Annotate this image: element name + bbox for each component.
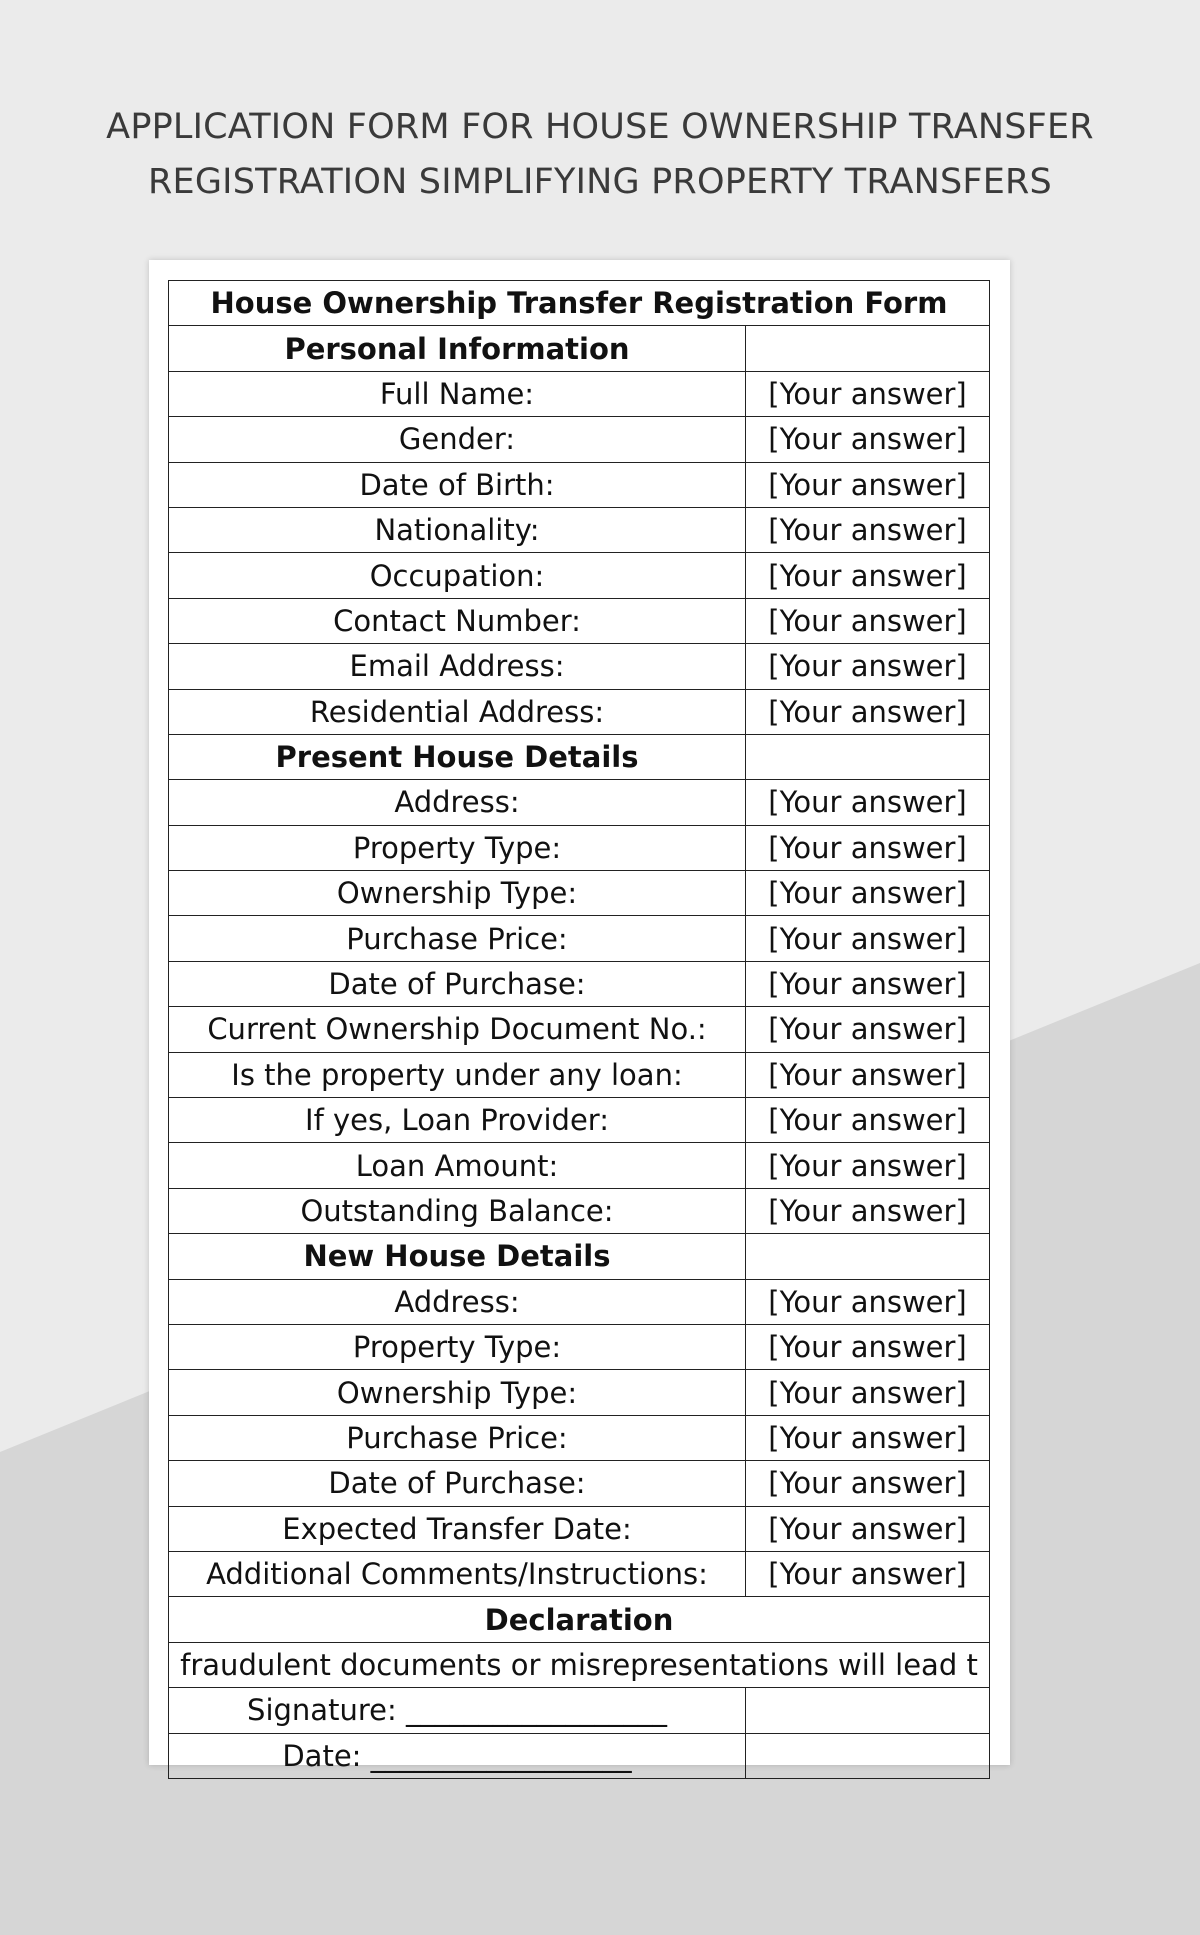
field-label-loan-provider: If yes, Loan Provider: bbox=[169, 1098, 746, 1143]
field-label-ownership-document-no: Current Ownership Document No.: bbox=[169, 1007, 746, 1052]
page-title bbox=[0, 100, 1200, 210]
answer-new-ownership-type[interactable]: [Your answer] bbox=[746, 1370, 990, 1415]
answer-expected-transfer-date[interactable]: [Your answer] bbox=[746, 1506, 990, 1551]
answer-gender[interactable]: [Your answer] bbox=[746, 417, 990, 462]
field-label-email-address: Email Address: bbox=[169, 644, 746, 689]
empty-cell bbox=[746, 734, 990, 779]
field-label-additional-comments: Additional Comments/Instructions: bbox=[169, 1551, 746, 1596]
answer-full-name[interactable]: [Your answer] bbox=[746, 371, 990, 416]
date-line[interactable]: Date: __________________ bbox=[169, 1733, 746, 1778]
answer-outstanding-balance[interactable]: [Your answer] bbox=[746, 1188, 990, 1233]
answer-new-purchase-price[interactable]: [Your answer] bbox=[746, 1415, 990, 1460]
field-label-new-ownership-type: Ownership Type: bbox=[169, 1370, 746, 1415]
page-title-line-1: APPLICATION FORM FOR HOUSE OWNERSHIP TRANSFER bbox=[106, 107, 1094, 147]
field-label-present-property-type: Property Type: bbox=[169, 825, 746, 870]
field-label-present-address: Address: bbox=[169, 780, 746, 825]
table-row bbox=[169, 507, 990, 552]
section-heading-new-house: New House Details bbox=[169, 1234, 746, 1279]
declaration-text: fraudulent documents or misrepresentations will lead t bbox=[169, 1642, 990, 1687]
table-row bbox=[169, 1415, 990, 1460]
section-header-row bbox=[169, 1597, 990, 1642]
form-title: House Ownership Transfer Registration Form bbox=[169, 281, 990, 326]
table-row bbox=[169, 1098, 990, 1143]
answer-ownership-document-no[interactable]: [Your answer] bbox=[746, 1007, 990, 1052]
field-label-expected-transfer-date: Expected Transfer Date: bbox=[169, 1506, 746, 1551]
page-title-line-2: REGISTRATION SIMPLIFYING PROPERTY TRANSFERS bbox=[148, 162, 1052, 202]
field-label-residential-address: Residential Address: bbox=[169, 689, 746, 734]
answer-loan-amount[interactable]: [Your answer] bbox=[746, 1143, 990, 1188]
field-label-date-of-birth: Date of Birth: bbox=[169, 462, 746, 507]
answer-new-property-type[interactable]: [Your answer] bbox=[746, 1324, 990, 1369]
empty-cell bbox=[746, 1733, 990, 1778]
table-row bbox=[169, 1370, 990, 1415]
table-row bbox=[169, 1551, 990, 1596]
field-label-new-purchase-price: Purchase Price: bbox=[169, 1415, 746, 1460]
field-label-under-loan: Is the property under any loan: bbox=[169, 1052, 746, 1097]
signature-line[interactable]: Signature: __________________ bbox=[169, 1688, 746, 1733]
answer-nationality[interactable]: [Your answer] bbox=[746, 507, 990, 552]
field-label-new-property-type: Property Type: bbox=[169, 1324, 746, 1369]
table-row bbox=[169, 644, 990, 689]
section-header-row bbox=[169, 734, 990, 779]
section-heading-personal: Personal Information bbox=[169, 326, 746, 371]
answer-present-date-of-purchase[interactable]: [Your answer] bbox=[746, 961, 990, 1006]
field-label-present-ownership-type: Ownership Type: bbox=[169, 871, 746, 916]
empty-cell bbox=[746, 1234, 990, 1279]
table-row bbox=[169, 1688, 990, 1733]
field-label-outstanding-balance: Outstanding Balance: bbox=[169, 1188, 746, 1233]
answer-email-address[interactable]: [Your answer] bbox=[746, 644, 990, 689]
answer-additional-comments[interactable]: [Your answer] bbox=[746, 1551, 990, 1596]
field-label-gender: Gender: bbox=[169, 417, 746, 462]
table-row bbox=[169, 462, 990, 507]
answer-under-loan[interactable]: [Your answer] bbox=[746, 1052, 990, 1097]
answer-new-date-of-purchase[interactable]: [Your answer] bbox=[746, 1461, 990, 1506]
section-header-row bbox=[169, 326, 990, 371]
field-label-nationality: Nationality: bbox=[169, 507, 746, 552]
field-label-present-date-of-purchase: Date of Purchase: bbox=[169, 961, 746, 1006]
answer-present-address[interactable]: [Your answer] bbox=[746, 780, 990, 825]
table-row bbox=[169, 1324, 990, 1369]
answer-loan-provider[interactable]: [Your answer] bbox=[746, 1098, 990, 1143]
answer-present-property-type[interactable]: [Your answer] bbox=[746, 825, 990, 870]
field-label-full-name: Full Name: bbox=[169, 371, 746, 416]
table-row bbox=[169, 1733, 990, 1778]
table-row bbox=[169, 1279, 990, 1324]
table-row bbox=[169, 1506, 990, 1551]
section-heading-present-house: Present House Details bbox=[169, 734, 746, 779]
answer-contact-number[interactable]: [Your answer] bbox=[746, 598, 990, 643]
table-row bbox=[169, 1461, 990, 1506]
table-row bbox=[169, 553, 990, 598]
form-sheet bbox=[149, 260, 1010, 1773]
table-row bbox=[169, 1052, 990, 1097]
form-title-row bbox=[169, 281, 990, 326]
table-row bbox=[169, 689, 990, 734]
table-row bbox=[169, 780, 990, 825]
table-row bbox=[169, 1007, 990, 1052]
empty-cell bbox=[746, 326, 990, 371]
field-label-loan-amount: Loan Amount: bbox=[169, 1143, 746, 1188]
section-header-row bbox=[169, 1234, 990, 1279]
field-label-occupation: Occupation: bbox=[169, 553, 746, 598]
table-row bbox=[169, 916, 990, 961]
answer-new-address[interactable]: [Your answer] bbox=[746, 1279, 990, 1324]
table-row bbox=[169, 371, 990, 416]
table-row bbox=[169, 417, 990, 462]
empty-cell bbox=[746, 1688, 990, 1733]
answer-occupation[interactable]: [Your answer] bbox=[746, 553, 990, 598]
table-row bbox=[169, 961, 990, 1006]
table-row bbox=[169, 1642, 990, 1687]
field-label-present-purchase-price: Purchase Price: bbox=[169, 916, 746, 961]
field-label-new-address: Address: bbox=[169, 1279, 746, 1324]
answer-residential-address[interactable]: [Your answer] bbox=[746, 689, 990, 734]
table-row bbox=[169, 825, 990, 870]
table-row bbox=[169, 598, 990, 643]
field-label-new-date-of-purchase: Date of Purchase: bbox=[169, 1461, 746, 1506]
table-row bbox=[169, 871, 990, 916]
answer-present-ownership-type[interactable]: [Your answer] bbox=[746, 871, 990, 916]
registration-form-table bbox=[168, 280, 990, 1779]
table-row bbox=[169, 1188, 990, 1233]
answer-present-purchase-price[interactable]: [Your answer] bbox=[746, 916, 990, 961]
field-label-contact-number: Contact Number: bbox=[169, 598, 746, 643]
section-heading-declaration: Declaration bbox=[169, 1597, 990, 1642]
answer-date-of-birth[interactable]: [Your answer] bbox=[746, 462, 990, 507]
table-row bbox=[169, 1143, 990, 1188]
